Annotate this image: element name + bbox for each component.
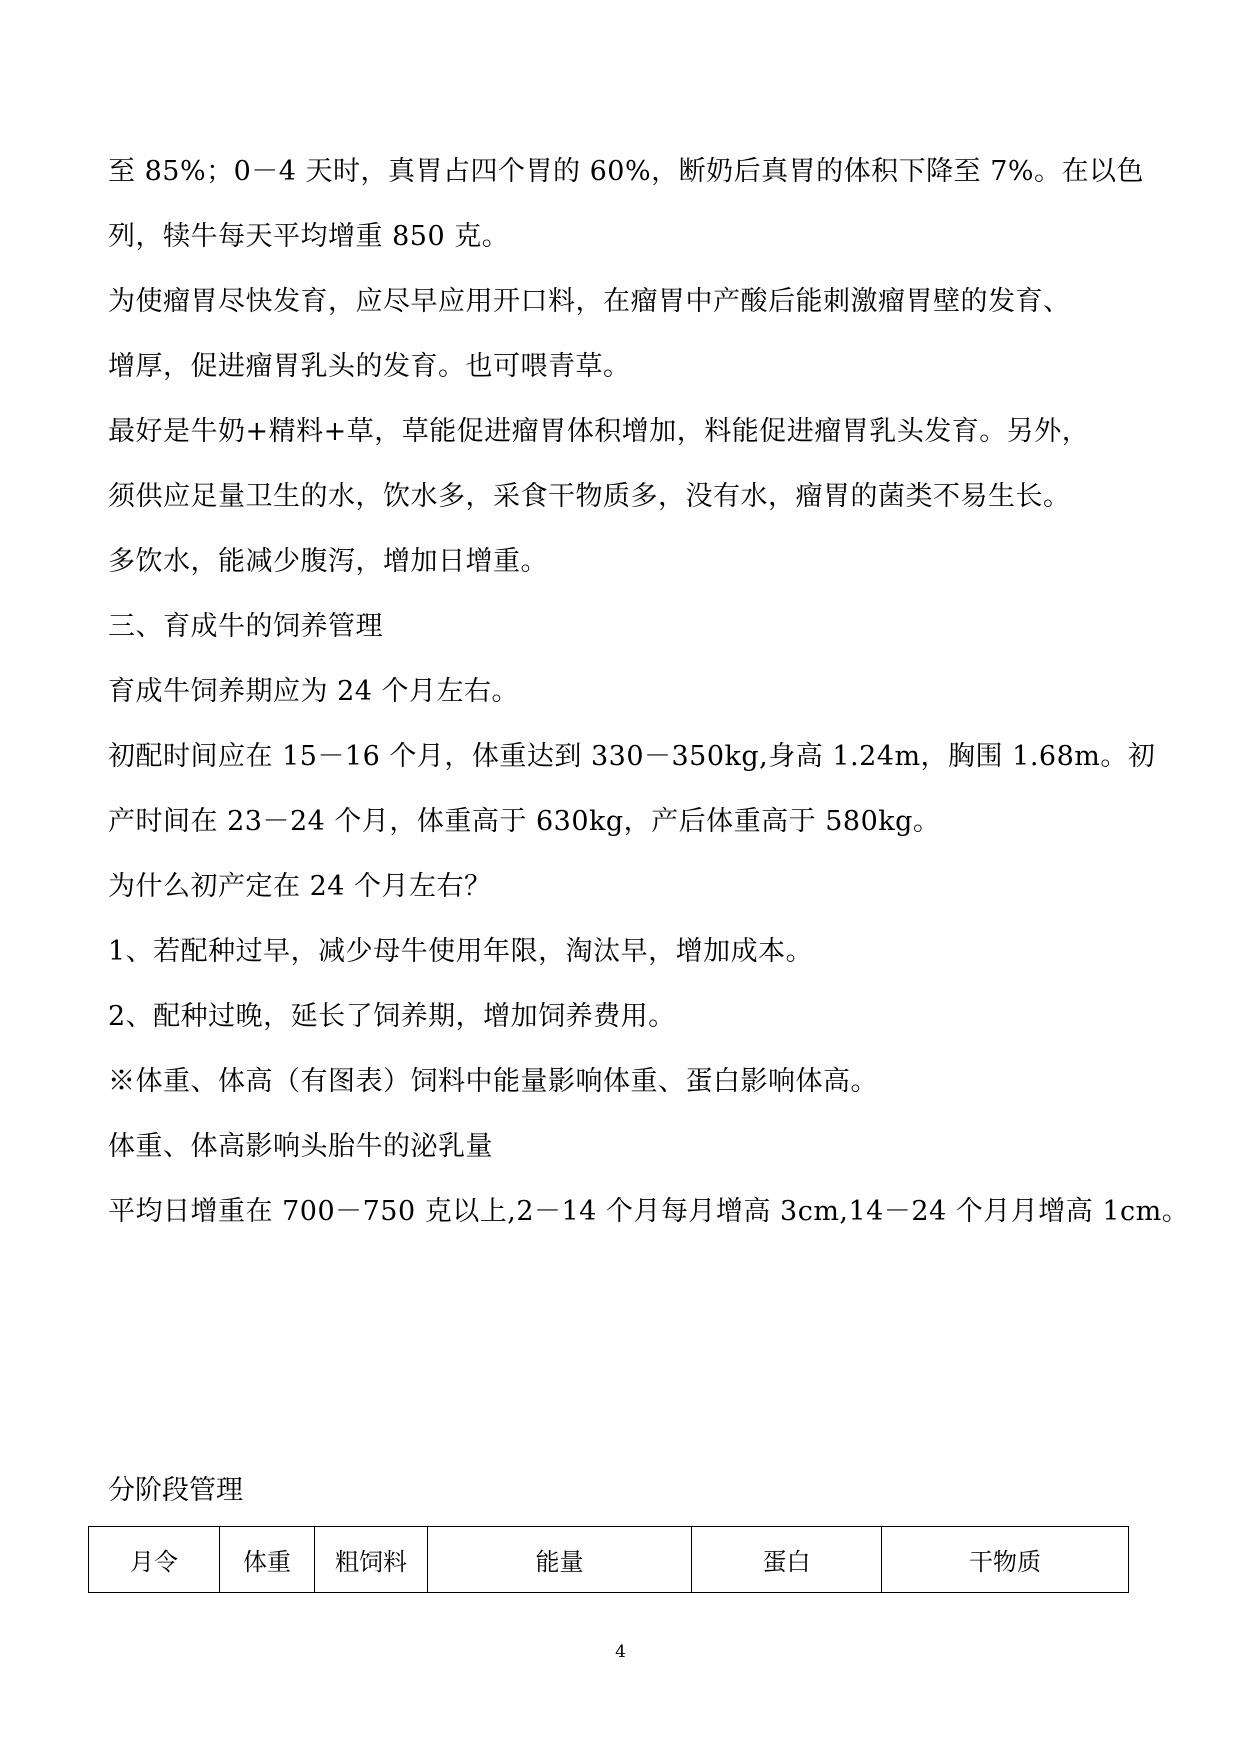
section-heading: 三、育成牛的饲养管理 [108,611,383,642]
table-header-cell: 蛋白 [692,1527,882,1593]
paragraph-line: ※体重、体高（有图表）饲料中能量影响体重、蛋白影响体高。 [108,1066,878,1097]
table-header-cell: 体重 [220,1527,315,1593]
table-header-cell: 月令 [89,1527,220,1593]
paragraph-line: 多饮水，能减少腹泻，增加日增重。 [108,546,548,577]
paragraph-line: 育成牛饲养期应为 24 个月左右。 [108,676,520,707]
body-text [108,152,1190,1257]
table-title: 分阶段管理 [108,1475,243,1506]
paragraph-line: 至 85%；0－4 天时，真胃占四个胃的 60%，断奶后真胃的体积下降至 7%。在以色 [108,156,1145,187]
table-header-cell: 干物质 [882,1527,1129,1593]
paragraph-line: 增厚，促进瘤胃乳头的发育。也可喂青草。 [108,351,631,382]
paragraph-line: 列，犊牛每天平均增重 850 克。 [108,221,510,252]
table-header-row [89,1527,1129,1593]
paragraph-line: 初配时间应在 15－16 个月，体重达到 330－350kg,身高 1.24m，胸围 1.68m。初 [108,741,1156,772]
paragraph-line: 平均日增重在 700－750 克以上,2－14 个月每月增高 3cm,14－24 个月月增高 1cm。 [108,1196,1190,1227]
table-header-cell: 粗饲料 [315,1527,428,1593]
table-header-cell: 能量 [428,1527,692,1593]
paragraph-line: 体重、体高影响头胎牛的泌乳量 [108,1131,493,1162]
page-number: 4 [615,1642,626,1662]
list-item: 1、若配种过早，减少母牛使用年限，淘汰早，增加成本。 [108,936,814,967]
paragraph-line: 为使瘤胃尽快发育，应尽早应用开口料，在瘤胃中产酸后能刺激瘤胃壁的发育、 [108,286,1071,317]
list-item: 2、配种过晚，延长了饲养期，增加饲养费用。 [108,1001,676,1032]
paragraph-line: 产时间在 23－24 个月，体重高于 630kg，产后体重高于 580kg。 [108,806,941,837]
stage-management-table [88,1526,1129,1593]
paragraph-line: 最好是牛奶+精料+草，草能促进瘤胃体积增加，料能促进瘤胃乳头发育。另外， [108,416,1090,447]
paragraph-line: 为什么初产定在 24 个月左右？ [108,871,492,902]
paragraph-line: 须供应足量卫生的水，饮水多，采食干物质多，没有水，瘤胃的菌类不易生长。 [108,481,1071,512]
